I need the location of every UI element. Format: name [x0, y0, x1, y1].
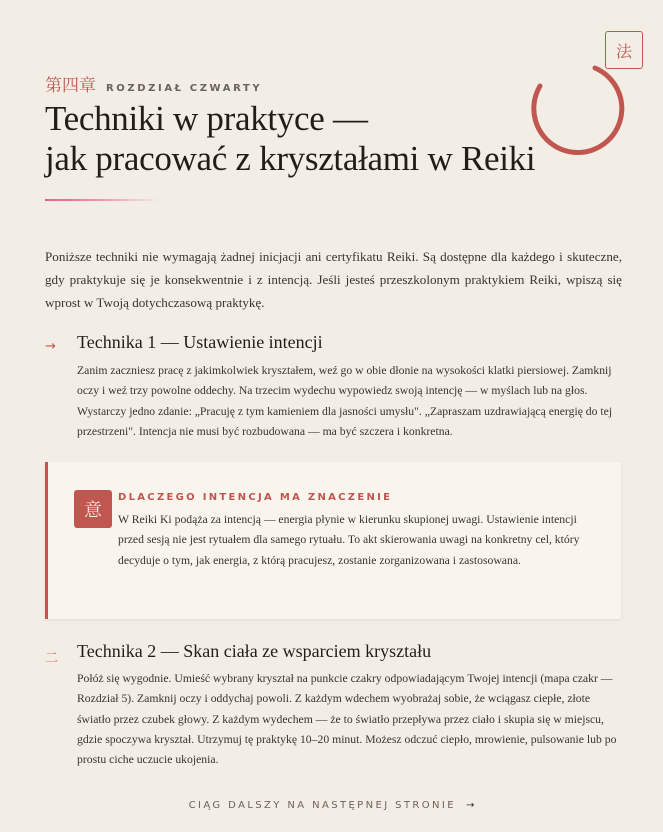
- technique-1-body: Zanim zaczniesz pracę z jakimkolwiek kryształem, weź go w obie dłonie na wysokości klatki piersiowej. Zamknij oczy i weź trzy powolne oddechy. Na trzecim wydechu wypowiedz swoją intencję — w myślach lub na głos. Wystarczy jedno zdanie: „Pracuję z tym kamieniem dla jasności umysłu". „Zapraszam uzdrawiającą energię do tej przestrzeni". Intencja nie musi być rozbudowana — ma być szczera i konkretna.: [77, 364, 613, 438]
- title-line-1: Techniki w praktyce —: [45, 99, 368, 138]
- arrow-right-icon: →: [45, 339, 56, 354]
- chapter-label: ROZDZIAŁ CZWARTY: [106, 83, 263, 94]
- title-divider: [45, 199, 160, 201]
- continue-footer: [0, 800, 663, 811]
- title-line-2: jak pracować z kryształami w Reiki: [45, 139, 536, 178]
- continue-label: CIĄG DALSZY NA NASTĘPNEJ STRONIE: [188, 800, 456, 811]
- page-title: [45, 99, 535, 179]
- technique-2-body: Połóż się wygodnie. Umieść wybrany kryształ na punkcie czakry odpowiadającym Twojej intencji (mapa czakr — Rozdział 5). Zamknij oczy i oddychaj powoli. Z każdym wdechem wyobrażaj sobie, że wciągasz ciepłe, złote światło przez czubek głowy. Z każdym wydechem — że to światło przepływa przez ciało i skupia się w miejscu, gdzie spoczywa kryształ. Utrzymuj tę praktykę 10–20 minut. Możesz odczuć ciepło, mrowienie, pulsowanie lub po prostu ciche uczucie ukojenia.: [77, 672, 617, 767]
- callout-heading: DLACZEGO INTENCJA MA ZNACZENIE: [118, 492, 393, 503]
- intention-callout: [45, 462, 621, 619]
- arrow-right-icon: →: [465, 800, 475, 811]
- kanji-two-icon: 二: [45, 651, 59, 666]
- technique-2-title: Technika 2 — Skan ciała ze wsparciem kryształu: [77, 641, 432, 661]
- callout-body: W Reiki Ki podąża za intencją — energia płynie w kierunku skupionej uwagi. Ustawienie intencji przed sesją nie jest rytuałem dla samego rytuału. To akt skierowania uwagi na konkretny cel, który decyduje o tym, jak energia, z którą pracujesz, zostanie zorganizowana i zastosowana.: [118, 513, 580, 567]
- intention-seal-icon: 意: [74, 490, 112, 528]
- kanji-stamp: 法: [605, 31, 643, 69]
- technique-1-title: Technika 1 — Ustawienie intencji: [77, 332, 323, 352]
- chapter-kanji: 第四章: [45, 76, 96, 96]
- intro-paragraph: Poniższe techniki nie wymagają żadnej inicjacji ani certyfikatu Reiki. Są dostępne dla każdego i skuteczne, gdy praktykuje się je konsekwentnie i z intencją. Jeśli jesteś przeszkolonym praktykiem Reiki, wpiszą się wprost w Twoją dotychczasową praktykę.: [45, 249, 622, 310]
- chapter-heading: [45, 71, 262, 96]
